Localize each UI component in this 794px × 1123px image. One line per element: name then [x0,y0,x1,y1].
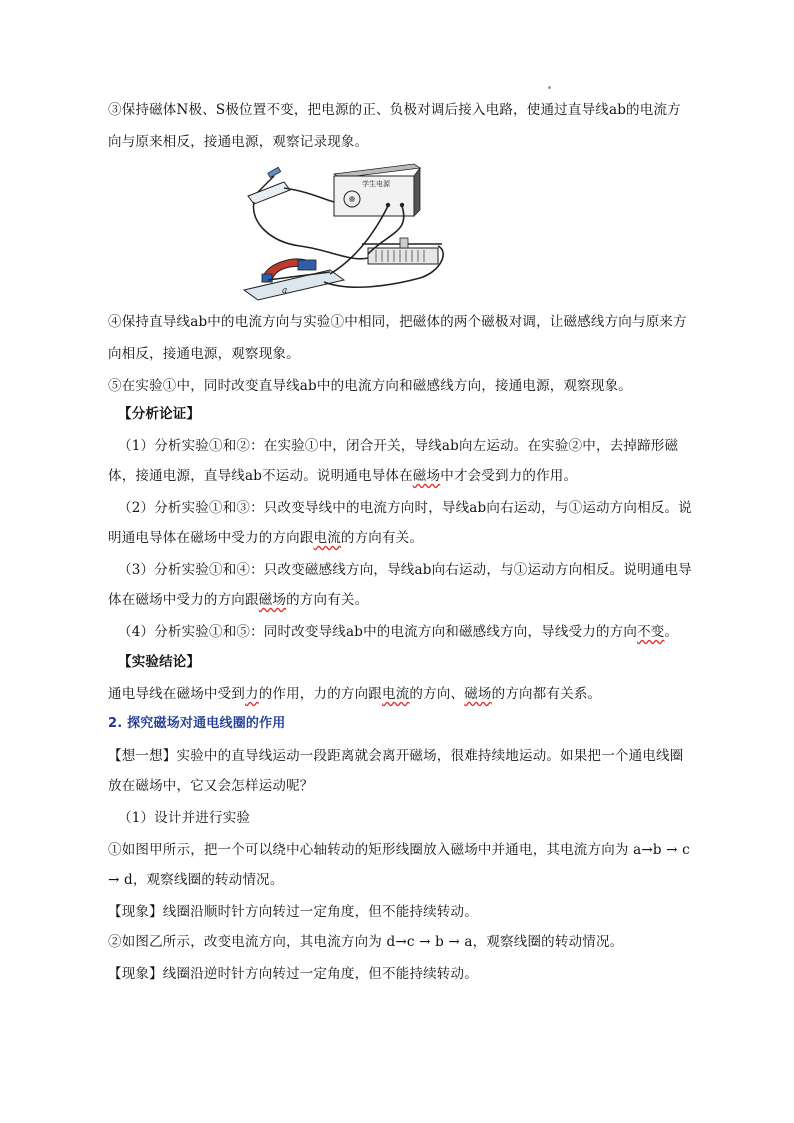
analysis-4-line: （4）分析实验①和⑤：同时改变导线ab中的电流方向和磁感线方向，导线受力的方向不变。 [118,624,679,640]
step5-line: ⑤在实验①中，同时改变直导线ab中的电流方向和磁感线方向，接通电源，观察现象。 [108,378,632,394]
underlined-term: 磁场 [412,468,441,484]
analysis-1-line2: 体，接通电源，直导线ab不运动。说明通电导体在磁场中才会受到力的作用。 [108,468,578,484]
analysis-2-line1: （2）分析实验①和③：只改变导线中的电流方向时，导线ab向右运动，与①运动方向相反。说 [118,500,692,516]
rheostat-icon [362,238,442,264]
underlined-term: 电流 [313,530,341,546]
step4-line1: ④保持直导线ab中的电流方向与实验①中相同，把磁体的两个磁极对调，让磁感线方向与原来方 [108,314,687,330]
exp1-line1: ①如图甲所示，把一个可以绕中心轴转动的矩形线圈放入磁场中并通电，其电流方向为 a→b → c [108,842,690,858]
step4-line2: 向相反，接通电源，观察现象。 [108,346,300,362]
think-line1: 【想一想】实验中的直导线运动一段距离就会离开磁场，很难持续地运动。如果把一个通电线圈 [108,748,684,764]
exp1-line2: → d，观察线圈的转动情况。 [108,872,284,888]
underlined-term: 电流 [382,686,410,702]
underlined-term: 不变 [637,624,665,640]
analysis-heading: 【分析论证】 [118,406,201,422]
step3-line2: 向与原来相反，接通电源，观察记录现象。 [108,134,369,150]
power-supply-icon [334,164,420,216]
phenomenon-1: 【现象】线圈沿顺时针方向转过一定角度，但不能持续转动。 [108,904,478,920]
analysis-2-line2: 明通电导体在磁场中受力的方向跟电流的方向有关。 [108,530,424,546]
step3-line1: ③保持磁体N极、S极位置不变，把电源的正、负极对调后接入电路，使通过直导线ab的电流方 [108,102,681,118]
underlined-term: 力 [245,686,259,702]
think-line2: 放在磁场中，它又会怎样运动呢？ [108,778,314,794]
analysis-3-line2: 体在磁场中受力的方向跟磁场的方向有关。 [108,592,369,608]
conclusion-line: 通电导线在磁场中受到力的作用，力的方向跟电流的方向、磁场的方向都有关系。 [108,686,602,702]
conclusion-heading: 【实验结论】 [118,654,201,670]
underlined-term: 磁场 [258,592,287,608]
switch-icon [248,167,290,204]
phenomenon-2: 【现象】线圈沿逆时针方向转过一定角度，但不能持续转动。 [108,966,478,982]
section-2-heading: 2. 探究磁场对通电线圈的作用 [108,716,286,731]
magnet-icon [244,259,344,300]
exp2-line: ②如图乙所示，改变电流方向，其电流方向为 d→c → b → a，观察线圈的转动情况。 [108,934,624,950]
underlined-term: 磁场 [464,686,492,702]
power-supply-label: 学生电源 [362,180,390,188]
speck [548,86,551,89]
analysis-1-line1: （1）分析实验①和②：在实验①中，闭合开关，导线ab向左运动。在实验②中，去掉蹄形磁 [118,438,679,454]
analysis-3-line1: （3）分析实验①和④：只改变磁感线方向，导线ab向右运动，与①运动方向相反。说明通电导 [118,562,692,578]
apparatus-figure [240,162,460,302]
design-heading: （1）设计并进行实验 [118,810,251,826]
wire-label-a: a [282,286,288,296]
